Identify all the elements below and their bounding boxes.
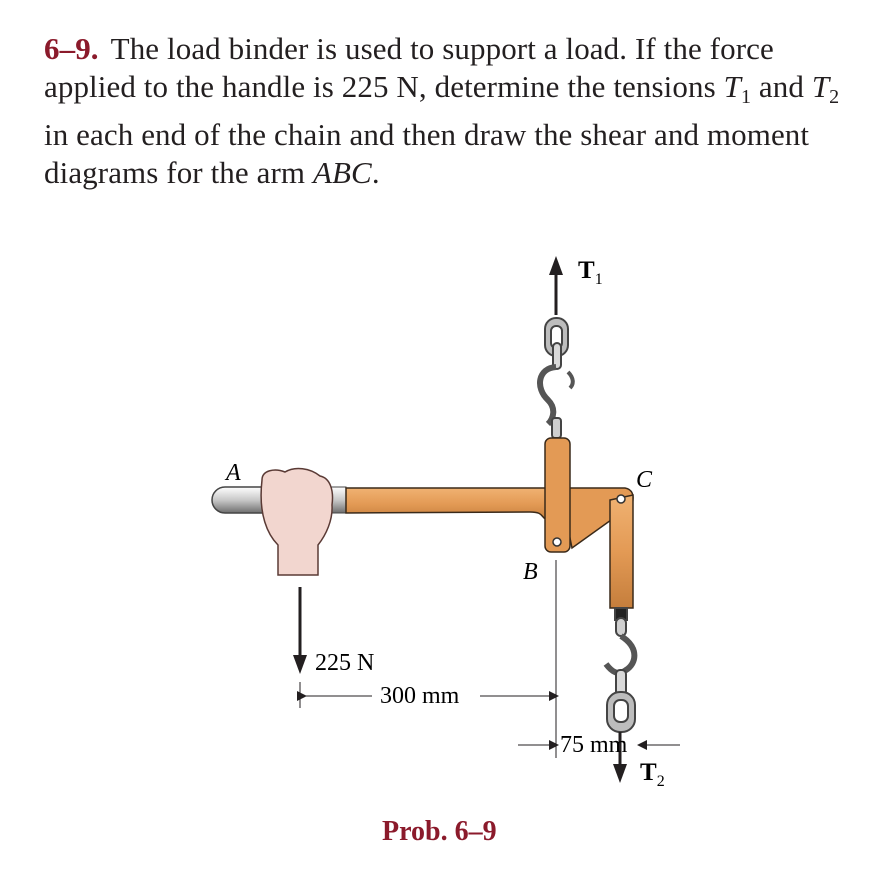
problem-statement: 6–9. The load binder is used to support a load. If the force applied to the handle is 225 N, determine the tensions $T_1$ and $T_2$ in each end of the chain and then draw the shear and moment diagrams for the arm ABC.	[44, 31, 840, 190]
problem-text-3: in each end of the chain and then draw the shear and moment diagrams for the arm	[44, 117, 810, 190]
dim-300-label: 300 mm	[380, 683, 460, 709]
problem-text-2: and	[751, 69, 812, 104]
problem-text-1: The load binder is used to support a load. If the force applied to the handle is 225 N, determine the tensions	[44, 31, 774, 104]
force-arrow-icon	[293, 587, 307, 674]
figure-caption: Prob. 6–9	[382, 816, 497, 847]
t1-label: $T_1$	[578, 257, 603, 288]
label-a: A	[226, 460, 241, 486]
symbol-t2: $T_2$	[811, 69, 840, 108]
label-c: C	[636, 467, 653, 493]
pin-b-icon	[553, 538, 561, 546]
dim-75-label: 75 mm	[560, 732, 628, 758]
label-b: B	[523, 559, 538, 585]
arm-label: ABC	[312, 155, 372, 190]
lower-chain-icon	[606, 608, 635, 732]
upper-chain-icon	[540, 318, 573, 438]
force-label: 225 N	[315, 650, 375, 676]
problem-number: 6–9.	[44, 31, 99, 66]
pin-c-icon	[617, 495, 625, 503]
hand-icon	[261, 469, 332, 575]
symbol-t1: $T_1$	[723, 69, 752, 108]
t2-label: $T_2$	[640, 759, 665, 790]
t1-arrow-icon	[549, 256, 563, 315]
